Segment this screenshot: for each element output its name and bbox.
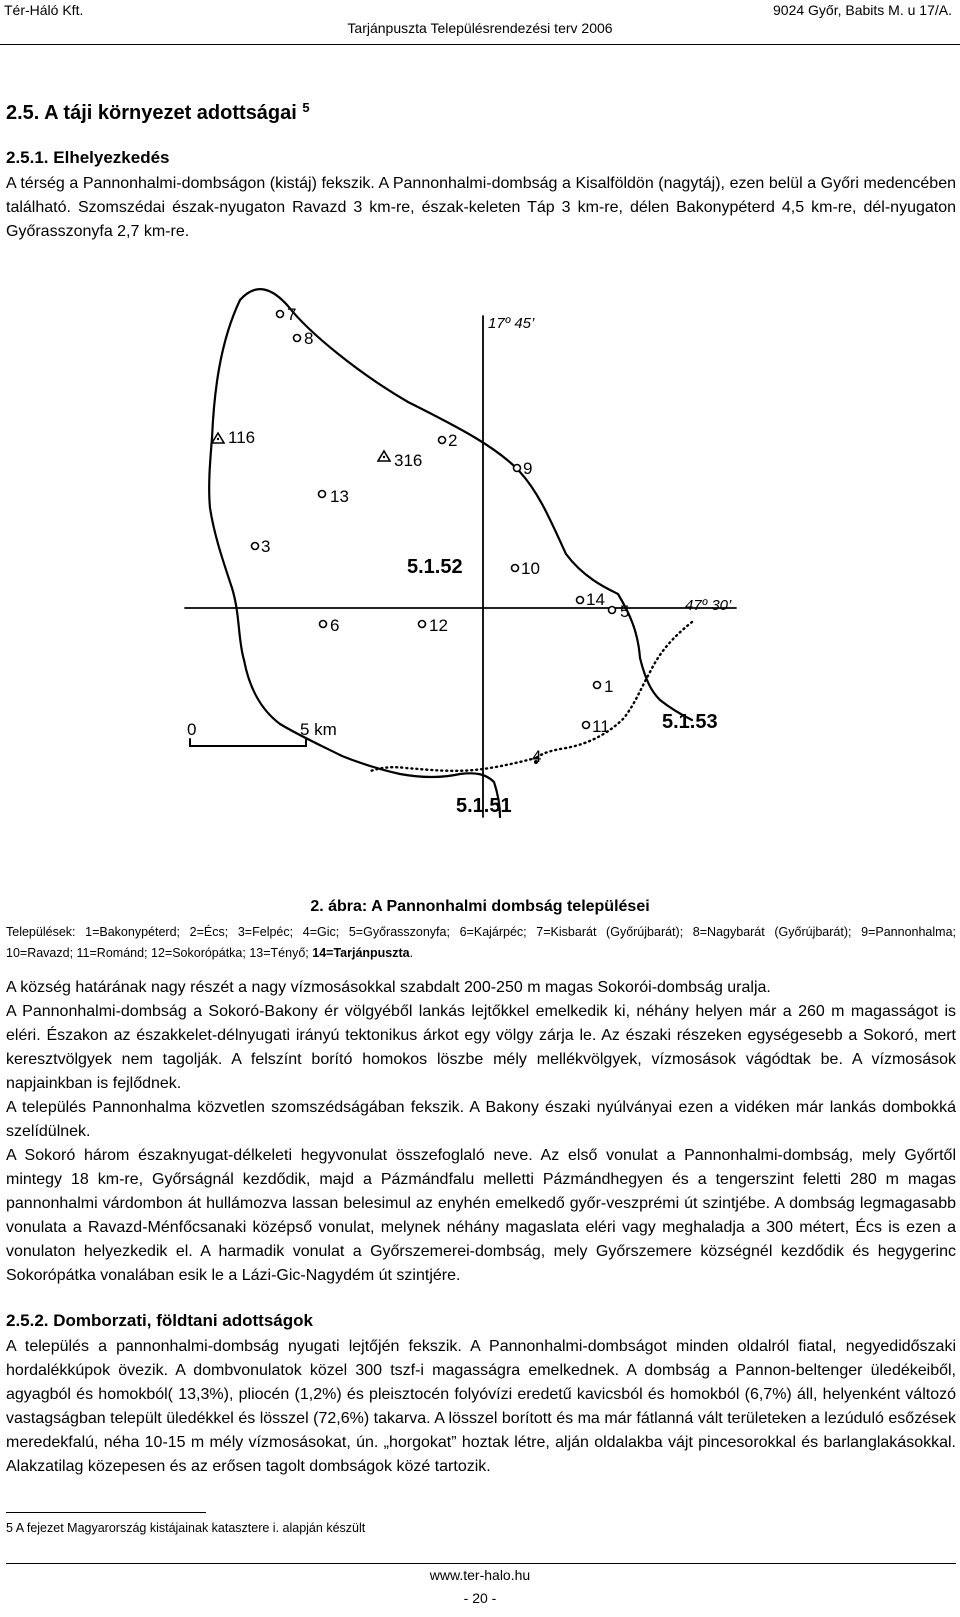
scale-bar	[190, 739, 306, 746]
footnote: 5 A fejezet Magyarország kistájainak katasztere i. alapján készült	[6, 1521, 366, 1535]
label-12: 12	[429, 616, 448, 635]
location-paragraph: A térség a Pannonhalmi-dombságon (kistáj) fekszik. A Pannonhalmi-dombság a Kisalföldön (nagytáj), ezen belül a Győri medencében található. Szomszédai észak-nyugaton Ravazd 3 km-re, észak-keleten Táp 3 km-re, délen Bakonypéterd 4,5 km-re, dél-nyugaton Győrasszonyfa 2,7 km-re.	[6, 175, 956, 240]
point-2	[439, 437, 446, 444]
label-9: 9	[523, 459, 533, 478]
label-14: 14	[586, 590, 605, 609]
label-1: 1	[604, 677, 614, 696]
header-company: Tér-Háló Kft.	[4, 2, 84, 18]
label-5: 5	[620, 602, 630, 621]
settlement-list: Települések: 1=Bakonypéterd; 2=Écs; 3=Felpéc; 4=Gic; 5=Győrasszonyfa; 6=Kajárpéc; 7=Kisbarát (Győrújbarát); 8=Nagybarát (Győrújbarát); 9=Pannonhalma; 10=Ravazd; 11=Románd; 12=Sokorópátka; 13=Tényő;	[6, 925, 956, 960]
label-2: 2	[448, 431, 458, 450]
point-6	[320, 621, 327, 628]
footer-rule	[6, 1563, 956, 1564]
subsection-heading-terrain: 2.5.2. Domborzati, földtani adottságok	[6, 1311, 313, 1330]
body-paragraph-1: A község határának nagy részét a nagy vízmosásokkal szabdalt 200-250 m magas Sokorói-dombság uralja.	[6, 979, 771, 996]
point-12	[419, 621, 426, 628]
label-3: 3	[261, 537, 271, 556]
point-8	[294, 335, 301, 342]
footer-url[interactable]: www.ter-halo.hu	[429, 1567, 531, 1583]
section-heading	[6, 100, 310, 125]
label-4: 4	[532, 747, 542, 766]
label-11: 11	[592, 717, 610, 736]
point-9	[514, 465, 521, 472]
region-boundary	[212, 289, 692, 720]
label-8: 8	[304, 329, 314, 348]
point-13	[319, 491, 326, 498]
scale-five-km: 5 km	[300, 720, 337, 739]
body-paragraph-4: A Sokoró három északnyugat-délkeleti hegyvonulat összefoglaló neve. Az első vonulat a Pannonhalmi-dombság, mely Győrtől mintegy 18 km-re, Győrságnál kezdődik, majd a Pázmándfalu melletti Pázmándhegyen és a tengerszint feletti 280 m magas pannonhalmi várdombon át hullámozva lassan belesimul az enyhén emelkedő győr-veszprémi út szintjébe. A dombság legmagasabb vonulata a Ravazd-Ménfőcsanaki középső vonulat, melynek néhány magaslata eléri vagy meghaladja a 300 métert, Écs is ezen a vonulaton helyezkedik el. A harmadik vonulat a Győrszemerei-dombság, mely Győrszemere községnél kezdődik és hegygerinc Sokorópátka vonalában esik le a Lázi-Gic-Nagydém út szintjére.	[6, 1147, 956, 1284]
point-5	[609, 607, 616, 614]
label-6: 6	[330, 616, 340, 635]
region-boundary-west	[209, 438, 500, 817]
settlement-legend: Települések: 1=Bakonypéterd; 2=Écs; 3=Felpéc; 4=Gic; 5=Győrasszonyfa; 6=Kajárpéc; 7=Kisbarát (Győrújbarát); 8=Nagybarát (Győrújbarát); 9=Pannonhalma; 10=Ravazd; 11=Románd; 12=Sokorópátka; 13=Tényő; 14=Tarjánpuszta.	[6, 925, 956, 960]
region-code-5152: 5.1.52	[407, 556, 463, 578]
body-text	[6, 976, 956, 1288]
latitude-label: 47º 30’	[685, 597, 732, 614]
terrain-paragraph: A település a pannonhalmi-dombság nyugati lejtőjén fekszik. A Pannonhalmi-dombságot minden oldalról fiatal, negyedidőszaki hordalékkúpok övezik. A dombvonulatok közel 300 tszf-i magasságra emelkednek. A dombság a Pannon-beltenger üledékeiből, agyagból és homokból( 13,3%), pliocén (1,2%) és pleisztocén folyóvízi eredetű kavicsból és homokból (6,7%) áll, helyenként változó vastagságban települt üledékkel és lösszel (72,6%) takarva. A lösszel borított és ma már fátlanná vált területeken a lezúduló esőzések meredekfalú, néha 10-15 m mély vízmosásokat, ún. „horgokat” hoztak létre, alján oldalakba vájt pincesorokkal és barlanglakásokkal. Alakzatilag közepesen és az erősen tagolt dombságok közé tartozik.	[6, 1338, 956, 1475]
boundary-dotted-south	[368, 758, 536, 772]
label-7: 7	[287, 305, 297, 324]
footnote-rule	[6, 1512, 206, 1513]
point-11	[583, 722, 590, 729]
label-316: 316	[394, 451, 423, 470]
point-3	[252, 543, 259, 550]
point-1	[594, 682, 601, 689]
body-paragraph-3: A település Pannonhalma közvetlen szomszédságában fekszik. A Bakony északi nyúlványai ezen a vidéken már lankás dombokká szelídülnek.	[6, 1099, 956, 1140]
label-13: 13	[330, 487, 349, 506]
footnote-reference: 5	[302, 100, 310, 115]
section-title: 2.5. A táji környezet adottságai	[6, 102, 297, 124]
point-7	[277, 311, 284, 318]
label-116: 116	[228, 428, 256, 447]
scale-zero: 0	[187, 720, 197, 739]
body-paragraph-2: A Pannonhalmi-dombság a Sokoró-Bakony ér völgyéből lankás lejtőkkel emelkedik ki, néhány helyen már a 260 m magasságot is eléri. Északon az északkelet-délnyugati irányú tektonikus árkot egy völgy zárja le. Az északi részeken egységesebb a Sokoró, mert keresztvölgyek nem tagolják. A felszínt borító homokos löszbe mély mellékvölgyek, vízmosások vágódtak be. A vízmosások napjainkban is fejlődnek.	[6, 1003, 956, 1092]
pannonhalmi-map	[160, 262, 776, 847]
boundary-dotted-east	[536, 622, 692, 758]
header-document-title: Tarjánpuszta Településrendezési terv 2006	[347, 20, 613, 36]
region-code-5151: 5.1.51	[456, 795, 512, 817]
page-number: - 20 -	[463, 1590, 497, 1606]
header-rule	[0, 44, 960, 45]
label-10: 10	[521, 559, 540, 578]
settlement-highlight: 14=Tarjánpuszta	[312, 946, 410, 960]
page-header	[0, 0, 960, 46]
region-code-5153: 5.1.53	[662, 711, 718, 733]
point-14	[577, 597, 584, 604]
figure-caption: 2. ábra: A Pannonhalmi dombság települései	[310, 898, 650, 915]
longitude-label: 17º 45’	[488, 315, 535, 332]
header-address: 9024 Győr, Babits M. u 17/A.	[773, 2, 952, 18]
point-10	[512, 565, 519, 572]
subsection-heading-location: 2.5.1. Elhelyezkedés	[6, 148, 170, 167]
